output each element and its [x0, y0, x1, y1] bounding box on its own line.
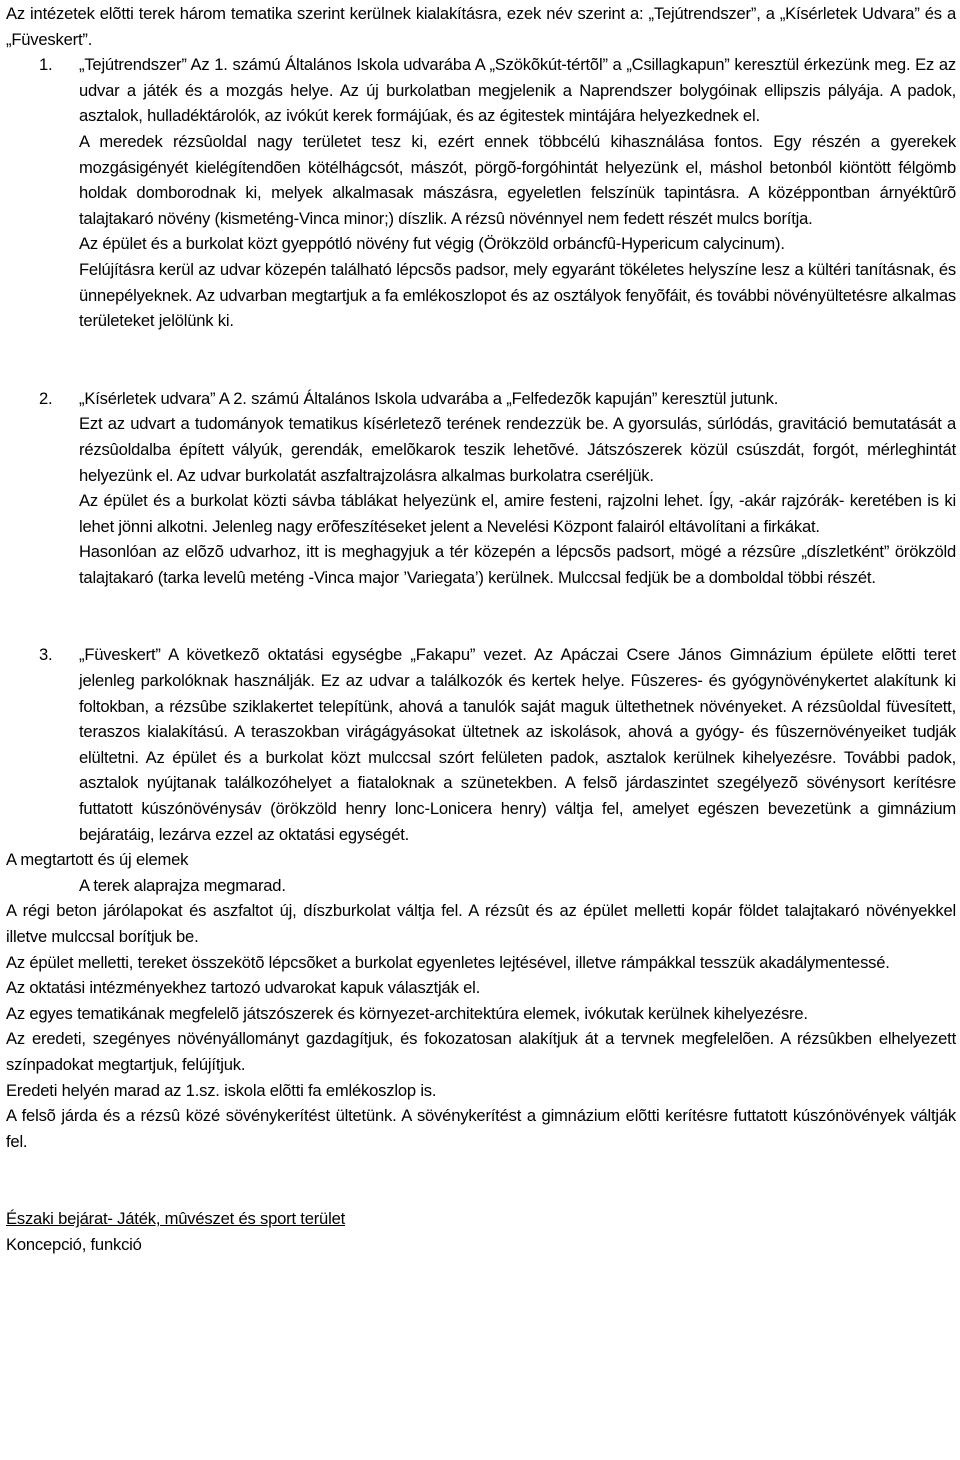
section-3-first-text: „Füveskert” A következõ oktatási egységbe „Fakapu” vezet. Az Apáczai Csere János Gimnázium épülete elõtti teret jelenleg parkolóknak használják. Ez az udvar a találkozók és kertek helye. Fûszeres- és gyógynövénykertet alakítunk ki foltokban, a rézsûbe sziklakertet telepítünk, ahová a tanulók saját maguk ültethetnek növényeket. A rézsûoldal füvesített, teraszos kialakítású. A teraszokban virágágyásokat ültetnek az iskolások, ahová a gyógy- és fûszernövényeiket tudják elültetni. Az épület és a burkolat közt mulccsal szórt felületen padok, asztalok kerülnek kihelyezésre. További padok, asztalok nyújtanak találkozóhelyet a fiataloknak a szünetekben. A felsõ járdaszintet szegélyezõ sövénysort kerítésre futtatott kúszónövénysáv (örökzöld henry lonc-Lonicera henry) váltja fel, amelyet egészen bevezetünk a gimnázium bejáratáig, lezárva ezzel az oktatási egységét.	[79, 645, 956, 844]
section-3-number: 3.	[39, 645, 53, 665]
section-3-first-paragraph	[39, 642, 956, 847]
elements-paragraph: Az épület melletti, tereket összekötõ lépcsõket a burkolat egyenletes lejtésével, illetve rámpákkal tesszük akadálymentessé.	[6, 952, 890, 972]
intro-paragraph: Az intézetek elõtti terek három tematika szerint kerülnek kialakításra, ezek név szerint a: „Tejútrendszer”, a „Kísérletek Udvara” és a „Füveskert”.	[6, 4, 956, 49]
spacer	[6, 590, 956, 642]
elements-heading: A megtartott és új elemek	[6, 850, 189, 870]
spacer	[6, 1154, 956, 1206]
spacer	[6, 334, 956, 386]
elements-paragraph: A felsõ járda és a rézsû közé sövénykerítést ültetünk. A sövénykerítést a gimnázium elõtti kerítésre futtatott kúszónövények váltják fel.	[6, 1106, 956, 1151]
section-2	[6, 386, 956, 591]
elements-first-line: A terek alaprajza megmarad.	[79, 875, 286, 895]
section-1	[6, 52, 956, 334]
section-2-first-text: „Kísérletek udvara” A 2. számú Általános Iskola udvarába a „Felfedezõk kapuján” keresztül jutunk.	[79, 388, 779, 408]
section-2-paragraph-4: Hasonlóan az elõzõ udvarhoz, itt is meghagyjuk a tér közepén a lépcsõs padsort, mögé a rézsûre „díszletként” örökzöld talajtakaró (tarka levelû meténg -Vinca major ’Variegata’) kerülnek. Mulccsal fedjük be a domboldal többi részét.	[79, 542, 956, 587]
document-page	[6, 0, 956, 1258]
elements-paragraph: Eredeti helyén marad az 1.sz. iskola elõtti fa emlékoszlop is.	[6, 1080, 437, 1100]
section-1-paragraph-2: A meredek rézsûoldal nagy területet tesz ki, ezért ennek többcélú kihasználása fontos. Egy részén a gyerekek mozgásigényét kielégítendõen kötélhágcsót, mászót, pörgõ-forgóhintát helyezünk el, máshol betonból kiöntött félgömb holdak domborodnak ki, melyek alkalmasak mászásra, egyeletlen felszínük tapintásra. A középpontban árnyéktûrõ talajtakaró növény (kismeténg-Vinca minor;) díszlik. A rézsû növénnyel nem fedett részét mulcs borítja.	[79, 131, 956, 228]
section-1-first-paragraph	[39, 52, 956, 129]
north-entrance-subheading: Koncepció, funkció	[6, 1234, 142, 1254]
section-1-paragraph-3: Az épület és a burkolat közt gyeppótló növény fut végig (Örökzöld orbáncfû-Hypericum calycinum).	[79, 234, 785, 254]
elements-paragraph: Az eredeti, szegényes növényállományt gazdagítjuk, és fokozatosan alakítjuk át a tervnek megfelelõen. A rézsûkben elhelyezett színpadokat megtartjuk, felújítjuk.	[6, 1029, 956, 1074]
section-3	[6, 642, 956, 847]
section-1-first-text: „Tejútrendszer” Az 1. számú Általános Iskola udvarába A „Szökõkút-tértõl” a „Csillagkapun” keresztül érkezünk meg. Ez az udvar a játék és a mozgás helye. Az új burkolatban megjelenik a Naprendszer bolygóinak ellipszis pályája. A padok, asztalok, hulladéktárolók, az ivókút kerek formájúak, és az égitestek mintájára helyezkednek el.	[79, 55, 956, 126]
elements-paragraph: A régi beton járólapokat és aszfaltot új, díszburkolat váltja fel. A rézsût és az épület melletti kopár földet talajtakaró növényekkel illetve mulccsal borítjuk be.	[6, 901, 956, 946]
section-2-paragraph-2: Ezt az udvart a tudományok tematikus kísérletezõ terének rendezzük be. A gyorsulás, súrlódás, gravitáció bemutatását a rézsûoldalba épített vályúk, gerendák, emelõkarok teszik lehetõvé. Játszószerek közül csúszdát, forgót, mérleghintát helyezünk el. Az udvar burkolatát aszfaltrajzolásra alkalmas burkolatra cseréljük.	[79, 414, 956, 485]
elements-section	[6, 847, 956, 1154]
north-entrance-heading-text: Északi bejárat- Játék, mûvészet és sport terület	[6, 1209, 346, 1229]
elements-paragraph: Az oktatási intézményekhez tartozó udvarokat kapuk választják el.	[6, 978, 480, 998]
section-2-first-paragraph	[39, 386, 956, 412]
section-1-paragraph-4: Felújításra kerül az udvar közepén található lépcsõs padsor, mely egyaránt tökéletes helyszíne lesz a kültéri tanításnak, és ünnepélyeknek. Az udvarban megtartjuk a fa emlékoszlopot és az osztályok fenyõfáit, és további növényültetésre alkalmas területeket jelölünk ki.	[79, 259, 956, 331]
section-2-number: 2.	[39, 388, 53, 408]
section-2-paragraph-3: Az épület és a burkolat közti sávba táblákat helyezünk el, amire festeni, rajzolni lehet. Így, -akár rajzórák- keretében is ki lehet jönni alkotni. Jelenleg nagy erõfeszítéseket jelent a Nevelési Központ falairól eltávolítani a firkákat.	[79, 491, 956, 536]
north-entrance-heading	[6, 1206, 956, 1232]
section-1-number: 1.	[39, 55, 53, 75]
elements-paragraph: Az egyes tematikának megfelelõ játszószerek és környezet-architektúra elemek, ivókutak kerülnek kihelyezésre.	[6, 1003, 808, 1023]
